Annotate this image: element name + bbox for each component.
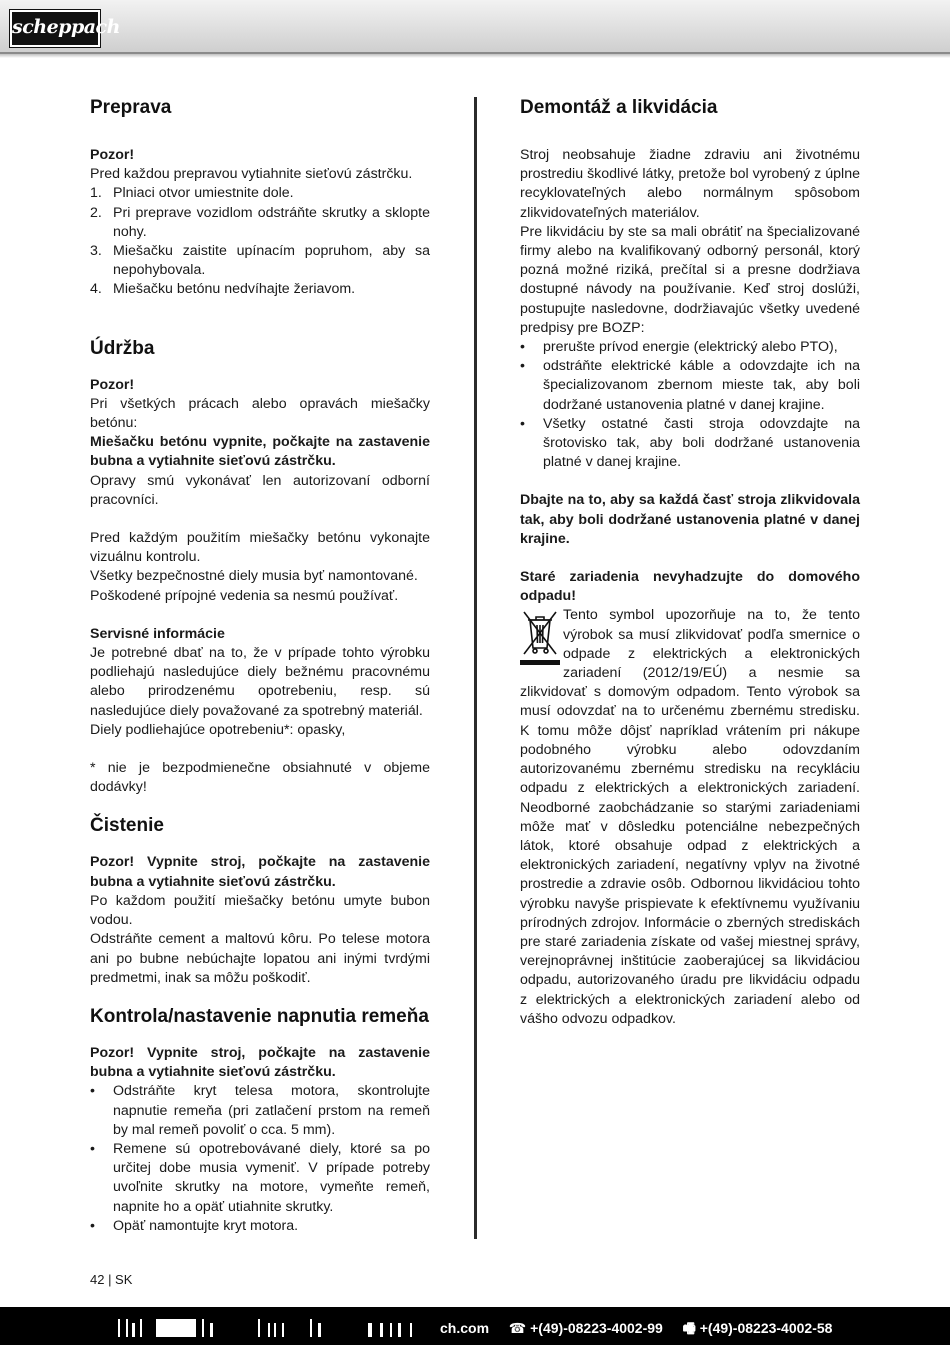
list-item: 4. Miešačku betónu nedvíhajte žeriavom. bbox=[90, 281, 356, 298]
paragraph: Po každom použití miešačky betónu umyte bubon vodou. bbox=[90, 892, 430, 929]
list-item: • Všetky ostatné časti stroja odovzdajte na šrotovisko tak, aby boli dodržané ustanovenia platné v danej krajine. bbox=[520, 415, 860, 471]
old-devices-title: Staré zariadenia nevyhadzujte do domového odpadu! bbox=[520, 569, 860, 605]
paragraph: Je potrebné dbať na to, že v prípade tohto výrobku podliehajú nasledujúce diely bežnému pracovnému alebo prirodzenému opotrebeniu, resp. sú nasledujúce diely považované za spotrebný materiál. bbox=[90, 645, 430, 719]
fax-number: 🖷 +(49)-08223-4002-58 bbox=[682, 1320, 833, 1336]
phone-number: ☎ +(49)-08223-4002-99 bbox=[508, 1320, 663, 1336]
belt-steps bbox=[90, 1082, 430, 1236]
paragraph-bold: Miešačku betónu vypnite, počkajte na zastavenie bubna a vytiahnite sieťovú zástrčku. bbox=[90, 434, 430, 470]
warning-label: Pozor! bbox=[90, 147, 135, 163]
transport-steps bbox=[90, 184, 430, 299]
page-number: 42 | SK bbox=[90, 1272, 133, 1287]
paragraph: Pred každou prepravou vytiahnite sieťovú zástrčku. bbox=[90, 166, 413, 183]
list-item: • odstráňte elektrické káble a odovzdajte ich na špecializovanom zbernom mieste tak, aby boli dodržané ustanovenia platné v danej krajine. bbox=[520, 358, 860, 413]
section-title-preprava: Preprava bbox=[90, 97, 172, 118]
page-header bbox=[0, 0, 950, 54]
section-title-udrzba: Údržba bbox=[90, 337, 155, 359]
list-item: • Remene sú opotrebovávané diely, ktoré sa po určitej dobe musia vymeniť. V prípade potreby uvoľnite skrutky na motore, vymeňte remeň, napnite ho a opäť utiahnite skrutky. bbox=[90, 1140, 430, 1215]
list-item: 3. Miešačku zaistite upínacím popruhom, aby sa nepohybovala. bbox=[90, 243, 430, 279]
paragraph: Stroj neobsahuje žiadne zdraviu ani životnému prostrediu škodlivé látky, pretože bol vyrobený z úplne recyklovateľných alebo normálnym spôsobom zlikvidovateľných materiálov. bbox=[520, 147, 860, 221]
list-item: 1. Plniaci otvor umiestnite dole. bbox=[90, 185, 294, 202]
list-item: • prerušte prívod energie (elektrický alebo PTO), bbox=[520, 339, 838, 356]
paragraph: Všetky bezpečnostné diely musia byť namontované. bbox=[90, 568, 418, 585]
warning-bold: Pozor! Vypnite stroj, počkajte na zastavenie bubna a vytiahnite sieťovú zástrčku. bbox=[90, 854, 430, 890]
disposal-steps bbox=[520, 338, 860, 472]
paragraph: Opravy smú vykonávať len autorizovaní odborní pracovníci. bbox=[90, 472, 430, 508]
section-title-demontaz: Demontáž a likvidácia bbox=[520, 97, 718, 118]
list-item: • Opäť namontujte kryt motora. bbox=[90, 1217, 299, 1234]
crossed-bin-icon bbox=[520, 608, 560, 666]
page-footer bbox=[0, 1307, 950, 1345]
section-title-remen: Kontrola/nastavenie napnutia remeňa bbox=[90, 1005, 429, 1027]
section-title-cistenie: Čistenie bbox=[90, 815, 164, 837]
right-column bbox=[520, 95, 860, 1029]
column-divider bbox=[474, 97, 477, 1239]
brand-logo: scheppach bbox=[10, 10, 100, 47]
paragraph-bold: Dbajte na to, aby sa každá časť stroja zlikvidovala tak, aby boli dodržané ustanovenia platné v danej krajine. bbox=[520, 492, 860, 547]
paragraph: Pre likvidáciu by ste sa mali obrátiť na špecializované firmy alebo na kvalifikovaný odborný personál, ktorý pozná možné riziká, prečítal si a presne dodržiava dostupné návody na používanie. Keď stroj doslúži, postupujte nasledovne, dodržiavajúc všetky uvedené predpisy pre BOZP: bbox=[520, 223, 860, 336]
left-column bbox=[90, 95, 430, 1236]
list-item: 2. Pri preprave vozidlom odstráňte skrutky a sklopte nohy. bbox=[90, 204, 430, 240]
weee-paragraph: Tento symbol upozorňuje na to, že tento výrobok sa musí zlikvidovať podľa smernice o odpade z elektrických a elektronických zariadení (2012/19/EÚ) a nesmie sa zlikvidovať s domovým odpadom. Tento výrobok sa musí odovzdať na to určenému zbernému stredisku. K tomu môže dôjsť napríklad vrátením pri nákupe podobného výrobku alebo odovzdaním autorizovanému zbernému stredisku na recykláciu odpadu z elektrických a elektronických zariadení. Neodborné zaobchádzanie so starými zariadeniami môže mať v dôsledku potenciálne nebezpečných látok, ktoré obsahuje odpad z elektrických a elektronických zariadení, negatívny vplyv na životné prostredie a zdravie osôb. Odbornou likvidáciou tohto výrobku navyše prispievate k efektívnemu využívaniu prírodných zdrojov. Informácie o zberných strediskách pre staré zariadenia získate od vašej miestnej správy, verejnoprávnej inštitúcie zaoberajúcej sa likvidáciou odpadu, autorizovaného úradu pre likvidáciu odpadu z elektrických a elektronických zariadení alebo od vášho odvozu odpadkov. bbox=[520, 607, 860, 1027]
paragraph: Diely podliehajúce opotrebeniu*: opasky, bbox=[90, 721, 346, 738]
paragraph: Pri všetkých prácach alebo opravách miešačky betónu: bbox=[90, 395, 430, 432]
warning-label: Pozor! bbox=[90, 376, 135, 393]
barcode-graphic bbox=[118, 1319, 448, 1337]
contact-line bbox=[440, 1318, 832, 1342]
footnote: * nie je bezpodmienečne obsiahnuté v objeme dodávky! bbox=[90, 760, 430, 796]
paragraph: Odstráňte cement a maltovú kôru. Po telese motora ani po bubne nebúchajte lopatou ani inými tvrdými predmetmi, inak sa môžu poškodiť. bbox=[90, 931, 430, 986]
weee-block bbox=[520, 606, 860, 1028]
paragraph: Poškodené prípojné vedenia sa nesmú používať. bbox=[90, 587, 399, 604]
website-fragment: ch.com bbox=[440, 1320, 490, 1336]
service-info-title: Servisné informácie bbox=[90, 625, 225, 642]
warning-bold: Pozor! Vypnite stroj, počkajte na zastavenie bubna a vytiahnite sieťovú zástrčku. bbox=[90, 1044, 430, 1081]
paragraph: Pred každým použitím miešačky betónu vykonajte vizuálnu kontrolu. bbox=[90, 530, 430, 566]
list-item: • Odstráňte kryt telesa motora, skontrolujte napnutie remeňa (pri zatlačení prstom na remeň by mal remeň povoliť o cca. 5 mm). bbox=[90, 1083, 430, 1138]
